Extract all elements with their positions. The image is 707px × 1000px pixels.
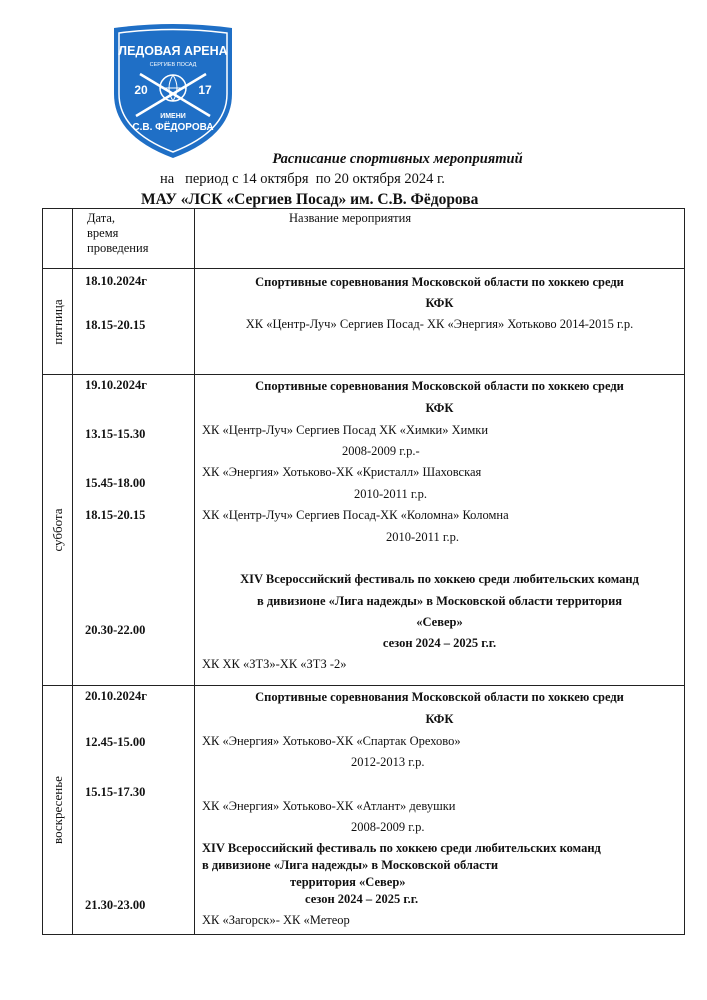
event-line: сезон 2024 – 2025 г.г. [382, 636, 497, 650]
event-line: ХК ХК «ЗТЗ»-ХК «ЗТЗ -2» [202, 657, 347, 671]
time-cell [73, 269, 195, 375]
logo-year-left: 20 [134, 83, 148, 97]
logo-bottom-line2: С.В. ФЁДОРОВА [132, 122, 214, 133]
event-line: XIV Всероссийский фестиваль по хоккею среди любительских команд [240, 572, 639, 586]
header-empty-cell [43, 209, 73, 269]
event-line: КФК [425, 296, 454, 310]
header-event-cell [195, 209, 685, 269]
event-line: ХК «Центр-Луч» Сергиев Посад ХК «Химки» Химки [202, 423, 489, 437]
event-date: 20.10.2024г [85, 689, 147, 703]
event-time: 15.15-17.30 [85, 785, 146, 799]
weekday-cell [43, 686, 73, 935]
schedule-period: на период с 14 октября по 20 октября 2024 г. [160, 171, 445, 187]
event-cell [195, 686, 685, 935]
weekday-label: пятница [49, 298, 65, 345]
event-line: Спортивные соревнования Московской области по хоккею среди [255, 690, 624, 704]
header-event-label: Название мероприятия [289, 211, 412, 225]
logo-bottom-line1: ИМЕНИ [160, 113, 186, 120]
header-date-cell [73, 209, 195, 269]
table-row-sunday [43, 686, 685, 935]
event-line: Спортивные соревнования Московской области по хоккею среди [255, 379, 624, 393]
event-line: в дивизионе «Лига надежды» в Московской области территория [256, 594, 623, 608]
event-line: ХК «Энергия» Хотьково-ХК «Атлант» девушки [202, 799, 456, 813]
logo-year-right: 17 [198, 83, 212, 97]
logo-top-text: ЛЕДОВАЯ АРЕНА [118, 44, 228, 58]
event-time: 18.15-20.15 [85, 508, 146, 522]
event-time: 21.30-23.00 [85, 898, 146, 912]
event-time: 12.45-15.00 [85, 735, 146, 749]
arena-logo [108, 24, 238, 160]
event-line: 2010-2011 г.р. [386, 530, 460, 544]
event-line: КФК [425, 401, 454, 415]
weekday-cell [43, 269, 73, 375]
event-cell [195, 269, 685, 375]
table-header-row [43, 209, 685, 269]
event-line: территория «Север» [290, 875, 406, 889]
event-date: 19.10.2024г [85, 378, 147, 392]
event-line: в дивизионе «Лига надежды» в Московской области [202, 858, 499, 872]
event-line: сезон 2024 – 2025 г.г. [305, 892, 419, 906]
weekday-label: суббота [49, 508, 65, 552]
event-time: 18.15-20.15 [85, 318, 146, 332]
event-date: 18.10.2024г [85, 274, 147, 288]
event-line: КФК [425, 712, 454, 726]
time-cell [73, 375, 195, 686]
organization-name: МАУ «ЛСК «Сергиев Посад» им. С.В. Фёдорова [141, 191, 479, 208]
event-cell [195, 375, 685, 686]
event-line: ХК «Энергия» Хотьково-ХК «Спартак Орехово» [202, 734, 461, 748]
event-time: 15.45-18.00 [85, 476, 146, 490]
table-row-saturday [43, 375, 685, 686]
event-time: 13.15-15.30 [85, 427, 146, 441]
event-line: ХК «Центр-Луч» Сергиев Посад- ХК «Энергия» Хотьково 2014-2015 г.р. [245, 317, 634, 331]
time-cell [73, 686, 195, 935]
weekday-cell [43, 375, 73, 686]
event-line: 2008-2009 г.р. [351, 820, 425, 834]
event-line: ХК «Энергия» Хотьково-ХК «Кристалл» Шаховская [202, 465, 482, 479]
event-line: XIV Всероссийский фестиваль по хоккею среди любительских команд [202, 841, 601, 855]
event-line: ХК «Загорск»- ХК «Метеор [202, 913, 350, 927]
event-line: «Север» [416, 615, 463, 629]
event-line: 2012-2013 г.р. [351, 755, 425, 769]
table-row-friday [43, 269, 685, 375]
event-line: 2008-2009 г.р.- [342, 444, 420, 458]
weekday-label: воскресенье [49, 776, 65, 844]
event-line: 2010-2011 г.р. [354, 487, 428, 501]
header-date-label: Дата, время проведения [87, 211, 149, 255]
schedule-table [42, 208, 685, 935]
event-line: ХК «Центр-Луч» Сергиев Посад-ХК «Коломна» Коломна [202, 508, 509, 522]
schedule-title: Расписание спортивных мероприятий [272, 151, 523, 167]
logo-city: СЕРГИЕВ ПОСАД [149, 62, 197, 68]
event-line: Спортивные соревнования Московской области по хоккею среди [255, 275, 624, 289]
event-time: 20.30-22.00 [85, 623, 146, 637]
